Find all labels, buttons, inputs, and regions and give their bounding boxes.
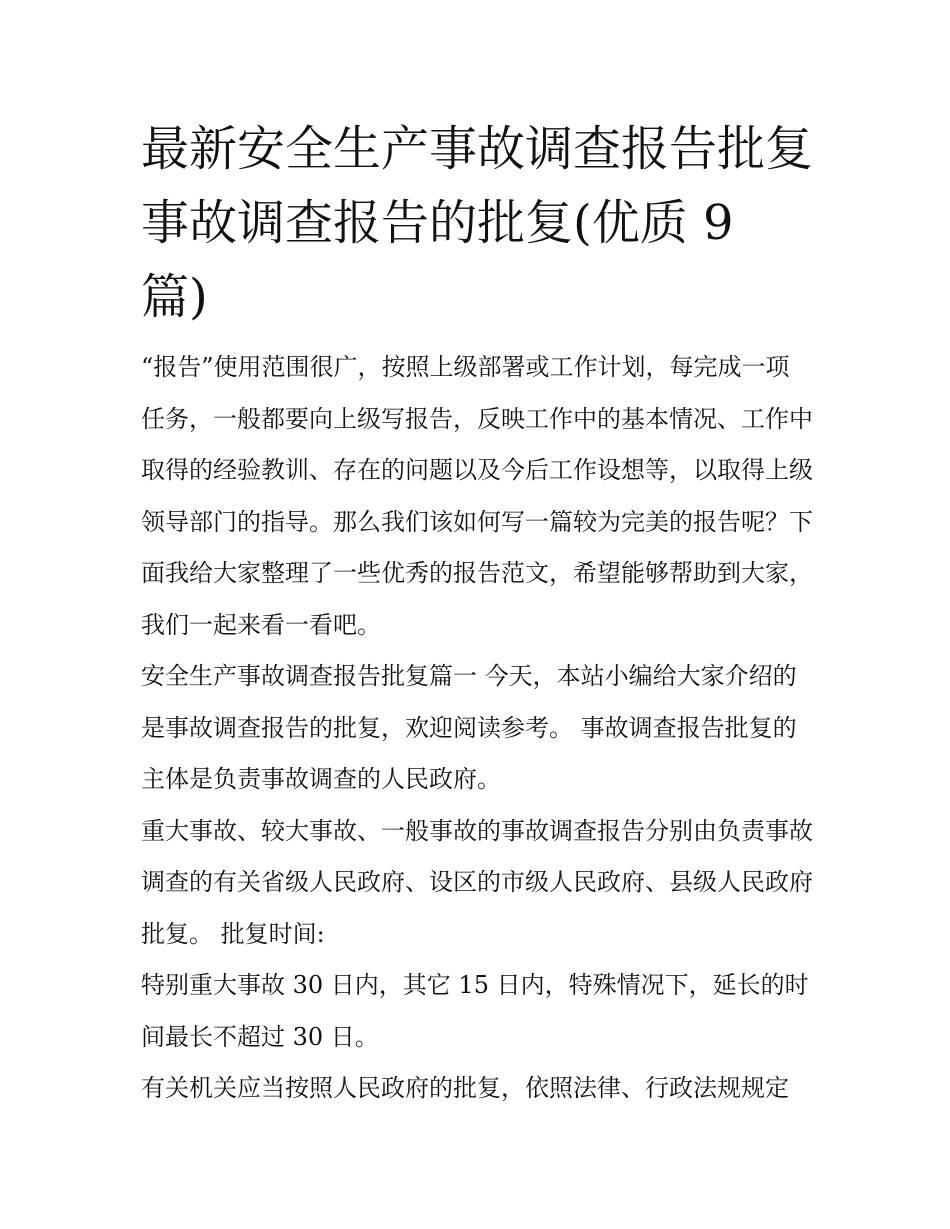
paragraph-approval-time: 特别重大事故 30 日内，其它 15 日内，特殊情况下，延长的时间最长不超过 30 日。 [141, 971, 809, 1051]
paragraph-approval-authority: 重大事故、较大事故、一般事故的事故调查报告分别由负责事故调查的有关省级人民政府、设区的市级人民政府、县级人民政府批复。 批复时间: [141, 816, 813, 948]
paragraph-section-one: 安全生产事故调查报告批复篇一 今天，本站小编给大家介绍的是事故调查报告的批复，欢迎阅读参考。 事故调查报告批复的主体是负责事故调查的人民政府。 [141, 662, 797, 793]
document-page [141, 112, 813, 1115]
paragraph-implementation: 有关机关应当按照人民政府的批复，依照法律、行政法规规定 [141, 1074, 789, 1102]
paragraph-intro: “报告”使用范围很广，按照上级部署或工作计划，每完成一项任务，一般都要向上级写报告，反映工作中的基本情况、工作中取得的经验教训、存在的问题以及今后工作设想等，以取得上级领导部门的指导。那么我们该如何写一篇较为完美的报告呢？下面我给大家整理了一些优秀的报告范文，希望能够帮助到大家，我们一起来看一看吧。 [141, 353, 813, 639]
document-title: 最新安全生产事故调查报告批复 事故调查报告的批复(优质 9 篇) [141, 121, 814, 325]
